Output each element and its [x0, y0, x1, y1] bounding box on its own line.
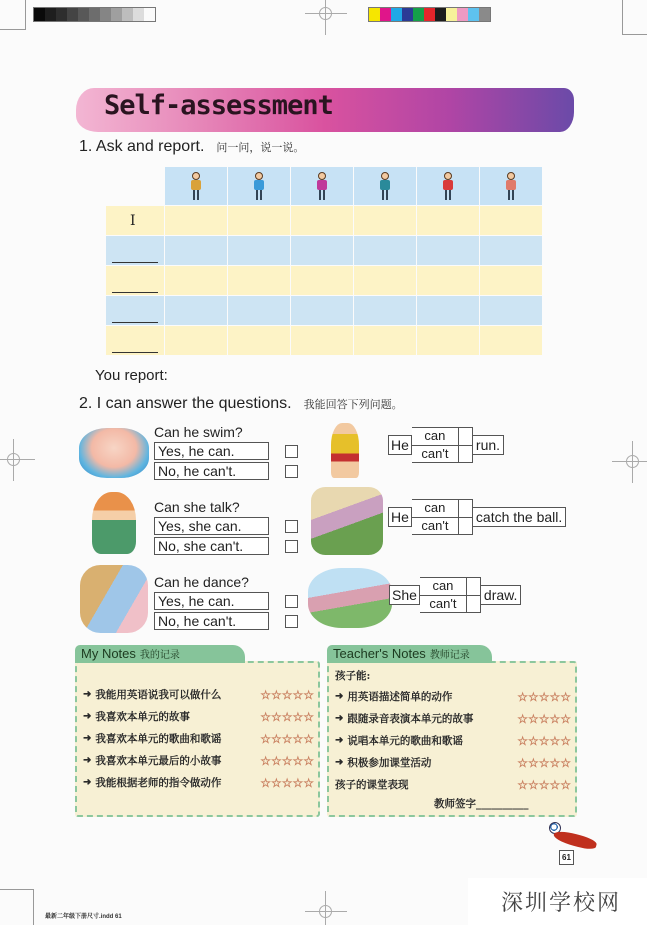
table-row [106, 326, 543, 355]
arrow-icon: ➜ [335, 757, 344, 768]
gray-swatch [144, 8, 155, 21]
boy-jumping-icon [188, 172, 204, 200]
table-row [106, 266, 543, 295]
name-blank-line [112, 352, 158, 353]
section2-heading-cn: 我能回答下列问题。 [303, 398, 403, 411]
answer-cell[interactable] [165, 326, 227, 355]
registration-mark-bottom [305, 891, 347, 925]
name-blank-line [112, 322, 158, 323]
note-item [335, 733, 571, 748]
answer-cell[interactable] [417, 266, 479, 295]
goalkeeper-image [311, 487, 383, 555]
answer-cell[interactable] [291, 206, 353, 235]
answer-cell[interactable] [165, 296, 227, 325]
can-cant-choice [420, 577, 481, 613]
choice-word: can't [421, 518, 449, 533]
swimming-boy-image [79, 428, 149, 478]
column-header-cell [354, 167, 416, 205]
answer-cell[interactable] [291, 296, 353, 325]
registration-mark-right [612, 441, 647, 483]
answer-cell[interactable] [480, 296, 542, 325]
note-item-text: 我能用英语说我可以做什么 [95, 689, 222, 701]
answer-cell[interactable] [354, 206, 416, 235]
can-cant-choice [412, 499, 473, 535]
ask-report-table [106, 167, 543, 356]
arrow-icon: ➜ [335, 735, 344, 746]
teacher-notes-intro [335, 668, 571, 683]
choice-row [412, 428, 472, 445]
section2-heading [79, 395, 403, 413]
answer-option-yes [154, 442, 298, 460]
note-item [335, 711, 571, 726]
note-item-text: 跟随录音表演本单元的故事 [347, 713, 474, 725]
row-label-cell[interactable] [106, 266, 164, 295]
answer-cell[interactable] [228, 326, 290, 355]
column-header-cell [480, 167, 542, 205]
sentence-verb: run. [473, 435, 504, 455]
star-rating[interactable]: ☆☆☆☆☆ [517, 777, 571, 792]
running-boy-image [331, 423, 359, 478]
can-cant-choice [412, 427, 473, 463]
table-row [106, 206, 543, 235]
girl-singing-icon [314, 172, 330, 200]
star-rating[interactable]: ☆☆☆☆☆ [260, 753, 314, 768]
note-item-text: 我能根据老师的指令做动作 [95, 777, 222, 789]
answer-option-no [154, 462, 298, 480]
dancing-couple-image [80, 565, 148, 633]
table-row [106, 296, 543, 325]
sentence-subject: He [388, 507, 412, 527]
teacher-notes-title-cn: 教师记录 [429, 650, 470, 661]
color-swatch [479, 8, 490, 21]
answer-cell[interactable] [165, 236, 227, 265]
checkbox-yes[interactable] [285, 595, 298, 608]
color-swatch [380, 8, 391, 21]
answer-option-yes [154, 592, 298, 610]
checkbox-no[interactable] [285, 540, 298, 553]
star-rating[interactable]: ☆☆☆☆☆ [260, 731, 314, 746]
answer-cell[interactable] [480, 266, 542, 295]
star-rating[interactable]: ☆☆☆☆☆ [260, 775, 314, 790]
sentence-he-catch [388, 499, 566, 535]
column-header-cell [291, 167, 353, 205]
answer-cell[interactable] [480, 326, 542, 355]
choice-row [420, 595, 480, 612]
row-label-cell[interactable] [106, 206, 164, 235]
answer-cell[interactable] [291, 326, 353, 355]
note-item [335, 689, 571, 704]
note-item-text: 我喜欢本单元的故事 [95, 711, 190, 723]
note-item-text: 我喜欢本单元的歌曲和歌谣 [95, 733, 222, 745]
answer-cell[interactable] [480, 206, 542, 235]
performance-row [335, 777, 571, 792]
registration-mark-left [0, 439, 35, 481]
note-item [335, 755, 571, 770]
answer-cell[interactable] [291, 236, 353, 265]
answer-cell[interactable] [354, 296, 416, 325]
choice-checkbox[interactable] [466, 596, 480, 612]
answer-cell[interactable] [417, 296, 479, 325]
row-label: I [130, 213, 136, 229]
registration-mark-top [305, 0, 347, 35]
color-swatch [446, 8, 457, 21]
color-swatch [457, 8, 468, 21]
answer-cell[interactable] [417, 206, 479, 235]
sentence-subject: She [389, 585, 420, 605]
section1-heading-cn: 问一问，说一说。 [216, 141, 305, 154]
checkbox-yes[interactable] [285, 445, 298, 458]
arrow-icon: ➜ [335, 691, 344, 702]
color-swatch [435, 8, 446, 21]
boy-drawing-icon [377, 172, 393, 200]
question-block-swim [154, 424, 298, 482]
my-notes-panel [75, 645, 320, 817]
checkbox-yes[interactable] [285, 520, 298, 533]
sentence-she-draw [389, 577, 521, 613]
column-header-cell [165, 167, 227, 205]
teacher-notes-tab [327, 645, 492, 663]
gray-swatch [45, 8, 56, 21]
choice-checkbox[interactable] [458, 518, 472, 534]
drawing-girl-image [308, 568, 392, 628]
color-swatch [391, 8, 402, 21]
answer-cell[interactable] [228, 296, 290, 325]
talking-girl-image [92, 492, 136, 554]
answer-text-yes: Yes, he can. [154, 592, 269, 610]
color-calibration-bar [368, 7, 491, 22]
my-notes-tab [75, 645, 245, 663]
choice-row [420, 578, 480, 595]
star-rating[interactable]: ☆☆☆☆☆ [260, 709, 314, 724]
gray-swatch [133, 8, 144, 21]
question-block-dance [154, 574, 298, 632]
star-rating[interactable]: ☆☆☆☆☆ [517, 733, 571, 748]
girl-kicking-icon [251, 172, 267, 200]
page-number: 61 [559, 850, 574, 865]
boy-skipping-icon [440, 172, 456, 200]
row-label-cell[interactable] [106, 236, 164, 265]
choice-checkbox[interactable] [458, 446, 472, 462]
choice-row [412, 445, 472, 462]
answer-cell[interactable] [417, 236, 479, 265]
choice-word: can [432, 578, 454, 593]
performance-label: 孩子的课堂表现 [335, 779, 409, 791]
answer-cell[interactable] [165, 266, 227, 295]
teacher-notes-panel [327, 645, 577, 817]
answer-option-no [154, 612, 298, 630]
page-title: Self-assessment [104, 90, 333, 121]
sentence-he-run [388, 427, 504, 463]
gray-swatch [34, 8, 45, 21]
answer-cell[interactable] [165, 206, 227, 235]
answer-cell[interactable] [291, 266, 353, 295]
answer-text-yes: Yes, she can. [154, 517, 269, 535]
question-text: Can she talk? [154, 499, 240, 515]
sentence-verb: catch the ball. [473, 507, 566, 527]
choice-word: can [424, 428, 446, 443]
arrow-icon: ➜ [83, 689, 92, 700]
crop-mark-bottom-left [0, 889, 34, 925]
color-swatch [369, 8, 380, 21]
soccer-boy-body [552, 829, 598, 852]
question-block-talk [154, 499, 298, 557]
note-item-text: 用英语描述简单的动作 [347, 691, 453, 703]
gray-swatch [67, 8, 78, 21]
gray-swatch [89, 8, 100, 21]
answer-cell[interactable] [228, 266, 290, 295]
teacher-notes-title: Teacher's Notes [333, 646, 426, 661]
answer-cell[interactable] [354, 236, 416, 265]
crop-mark-top-right [622, 0, 647, 35]
girl-dancing-icon [503, 172, 519, 200]
note-item [83, 731, 314, 746]
answer-text-no: No, he can't. [154, 612, 269, 630]
soccer-boy-image [545, 822, 600, 850]
note-item [83, 775, 314, 790]
answer-text-no: No, she can't. [154, 537, 269, 555]
row-label-cell[interactable] [106, 296, 164, 325]
choice-word: can't [421, 446, 449, 461]
grayscale-calibration-bar [33, 7, 156, 22]
note-item-text: 说唱本单元的歌曲和歌谣 [347, 735, 463, 747]
star-rating[interactable]: ☆☆☆☆☆ [517, 711, 571, 726]
answer-cell[interactable] [354, 266, 416, 295]
gray-swatch [100, 8, 111, 21]
sentence-verb: draw. [481, 585, 521, 605]
answer-cell[interactable] [480, 236, 542, 265]
gray-swatch [111, 8, 122, 21]
star-rating[interactable]: ☆☆☆☆☆ [517, 755, 571, 770]
answer-cell[interactable] [228, 206, 290, 235]
arrow-icon: ➜ [83, 711, 92, 722]
color-swatch [413, 8, 424, 21]
choice-checkbox[interactable] [458, 428, 472, 445]
gray-swatch [56, 8, 67, 21]
crop-mark-top-left [0, 0, 26, 30]
sentence-subject: He [388, 435, 412, 455]
choice-checkbox[interactable] [466, 578, 480, 595]
question-text: Can he dance? [154, 574, 249, 590]
name-blank-line [112, 262, 158, 263]
teacher-notes-intro-text: 孩子能: [335, 670, 371, 682]
arrow-icon: ➜ [335, 713, 344, 724]
you-report-label: You report: [95, 367, 168, 384]
note-item [83, 687, 314, 702]
answer-cell[interactable] [354, 326, 416, 355]
name-blank-line [112, 292, 158, 293]
gray-swatch [78, 8, 89, 21]
star-rating[interactable]: ☆☆☆☆☆ [260, 687, 314, 702]
column-header-cell [228, 167, 290, 205]
color-swatch [402, 8, 413, 21]
table-header-row [165, 167, 543, 205]
answer-text-no: No, he can't. [154, 462, 269, 480]
checkbox-no[interactable] [285, 465, 298, 478]
my-notes-title: My Notes [81, 646, 136, 661]
note-item-text: 积极参加课堂活动 [347, 757, 432, 769]
note-item [83, 753, 314, 768]
question-text: Can he swim? [154, 424, 243, 440]
answer-option-yes [154, 517, 298, 535]
choice-word: can't [429, 596, 457, 611]
section1-heading-en: 1. Ask and report. [79, 138, 205, 155]
my-notes-title-cn: 我的记录 [139, 650, 180, 661]
checkbox-no[interactable] [285, 615, 298, 628]
answer-cell[interactable] [417, 326, 479, 355]
gray-swatch [122, 8, 133, 21]
color-swatch [424, 8, 435, 21]
arrow-icon: ➜ [83, 733, 92, 744]
choice-row [412, 500, 472, 517]
answer-option-no [154, 537, 298, 555]
choice-row [412, 517, 472, 534]
column-header-cell [417, 167, 479, 205]
choice-word: can [424, 500, 446, 515]
row-label-cell[interactable] [106, 326, 164, 355]
choice-checkbox[interactable] [458, 500, 472, 517]
color-swatch [468, 8, 479, 21]
section1-heading [79, 138, 304, 156]
star-rating[interactable]: ☆☆☆☆☆ [517, 689, 571, 704]
file-slug: 最新二年级下册尺寸.indd 61 [45, 914, 122, 920]
section2-heading-en: 2. I can answer the questions. [79, 395, 292, 412]
answer-text-yes: Yes, he can. [154, 442, 269, 460]
arrow-icon: ➜ [83, 755, 92, 766]
answer-cell[interactable] [228, 236, 290, 265]
arrow-icon: ➜ [83, 777, 92, 788]
note-item [83, 709, 314, 724]
teacher-signature-field[interactable]: 教师签字__________ [434, 798, 529, 810]
signature-row [434, 796, 571, 811]
table-row [106, 236, 543, 265]
watermark: 深圳学校网 [468, 878, 647, 925]
note-item-text: 我喜欢本单元最后的小故事 [95, 755, 222, 767]
